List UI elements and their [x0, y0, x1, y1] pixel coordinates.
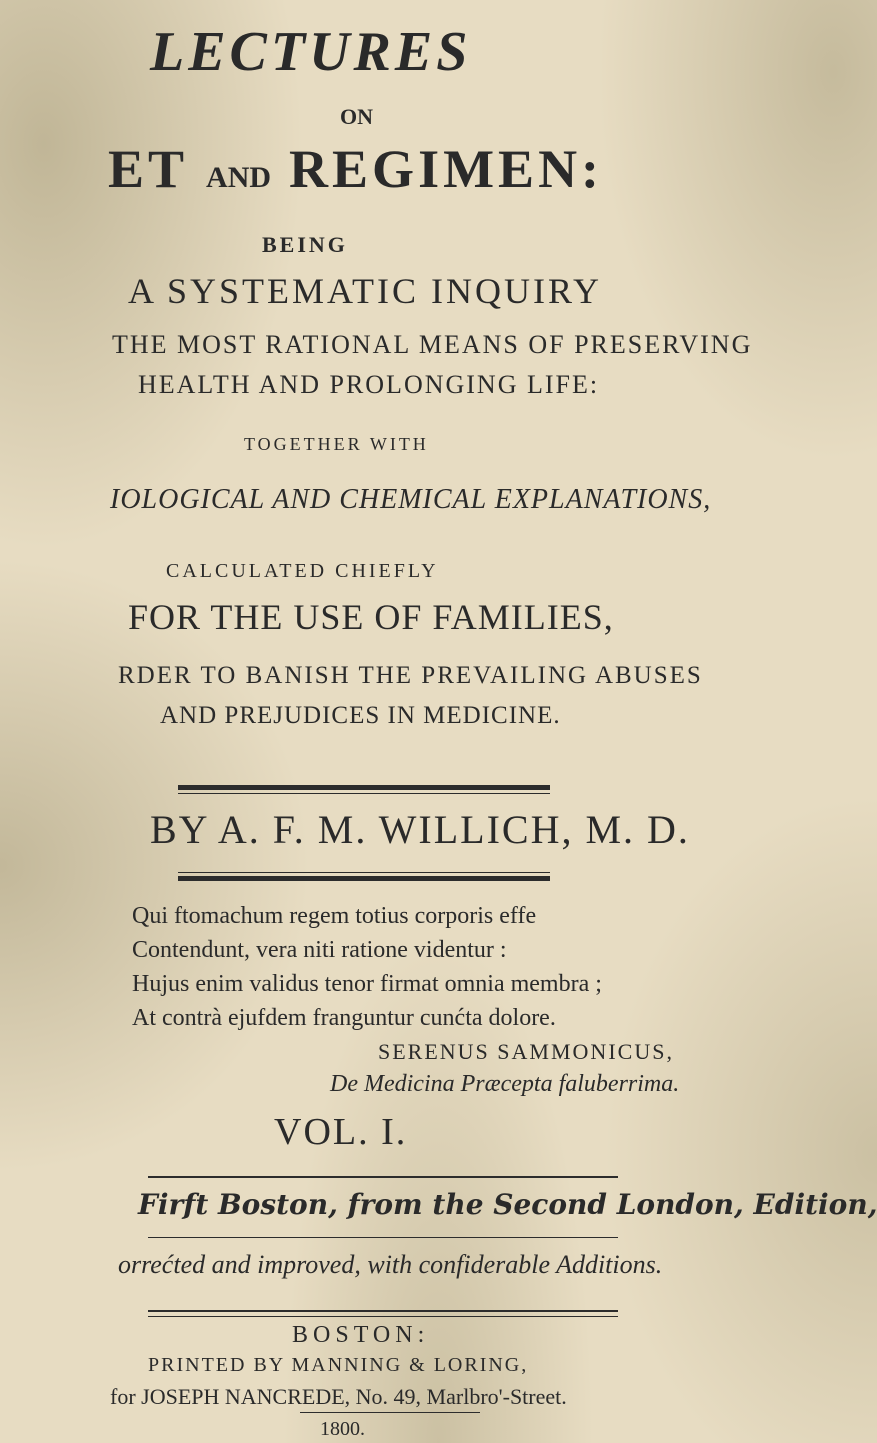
epigraph-line-2: Contendunt, vera niti ratione videntur :: [132, 937, 507, 963]
imprint-year: 1800.: [320, 1418, 365, 1440]
title-et: ET: [108, 139, 189, 199]
epigraph-line-3: Hujus enim validus tenor firmat omnia membra ;: [132, 971, 602, 997]
subtitle-systematic: A SYSTEMATIC INQUIRY: [128, 271, 603, 311]
rule-edition: [148, 1237, 618, 1238]
title-lectures: LECTURES: [150, 21, 472, 83]
epigraph-attribution: SERENUS SAMMONICUS,: [378, 1039, 674, 1064]
rule-volume: [148, 1176, 618, 1178]
rule-author-1: [178, 872, 550, 873]
subtitle-calculated: CALCULATED CHIEFLY: [166, 560, 439, 582]
author: BY A. F. M. WILLICH, M. D.: [150, 807, 690, 852]
imprint-city: BOSTON:: [292, 1322, 430, 1348]
subtitle-health: HEALTH AND PROLONGING LIFE:: [138, 370, 600, 399]
title-on: ON: [340, 104, 373, 129]
title-being: BEING: [262, 232, 348, 257]
epigraph-source: De Medicina Præcepta faluberrima.: [330, 1071, 680, 1097]
subtitle-rational: THE MOST RATIONAL MEANS OF PRESERVING: [112, 330, 753, 359]
epigraph-line-1: Qui ftomachum regem totius corporis effe: [132, 903, 537, 929]
title-line2: [108, 138, 603, 200]
imprint-for: for JOSEPH NANCREDE, No. 49, Marlbro'-Street.: [110, 1384, 567, 1409]
imprint-printers: PRINTED BY MANNING & LORING,: [148, 1354, 529, 1376]
volume: VOL. I.: [274, 1111, 408, 1153]
rule-top-1: [178, 785, 550, 790]
rule-author-2: [178, 876, 550, 881]
rule-imprint-2: [148, 1316, 618, 1317]
subtitle-banish: RDER TO BANISH THE PREVAILING ABUSES: [118, 662, 703, 689]
rule-year: [300, 1412, 480, 1413]
rule-top-2: [178, 793, 550, 794]
edition: Firft Boston, from the Second London, Edition,: [138, 1188, 877, 1221]
subtitle-together: TOGETHER WITH: [244, 434, 429, 454]
title-regimen: REGIMEN:: [289, 139, 604, 199]
subtitle-families: FOR THE USE OF FAMILIES,: [128, 597, 614, 637]
corrected: orrećted and improved, with confiderable Additions.: [118, 1250, 663, 1279]
title-and: AND: [206, 161, 272, 194]
subtitle-prejudices: AND PREJUDICES IN MEDICINE.: [160, 702, 561, 729]
rule-imprint-1: [148, 1310, 618, 1312]
subtitle-explanations: IOLOGICAL AND CHEMICAL EXPLANATIONS,: [110, 484, 712, 515]
epigraph-line-4: At contrà ejufdem franguntur cunćta dolore.: [132, 1005, 556, 1031]
